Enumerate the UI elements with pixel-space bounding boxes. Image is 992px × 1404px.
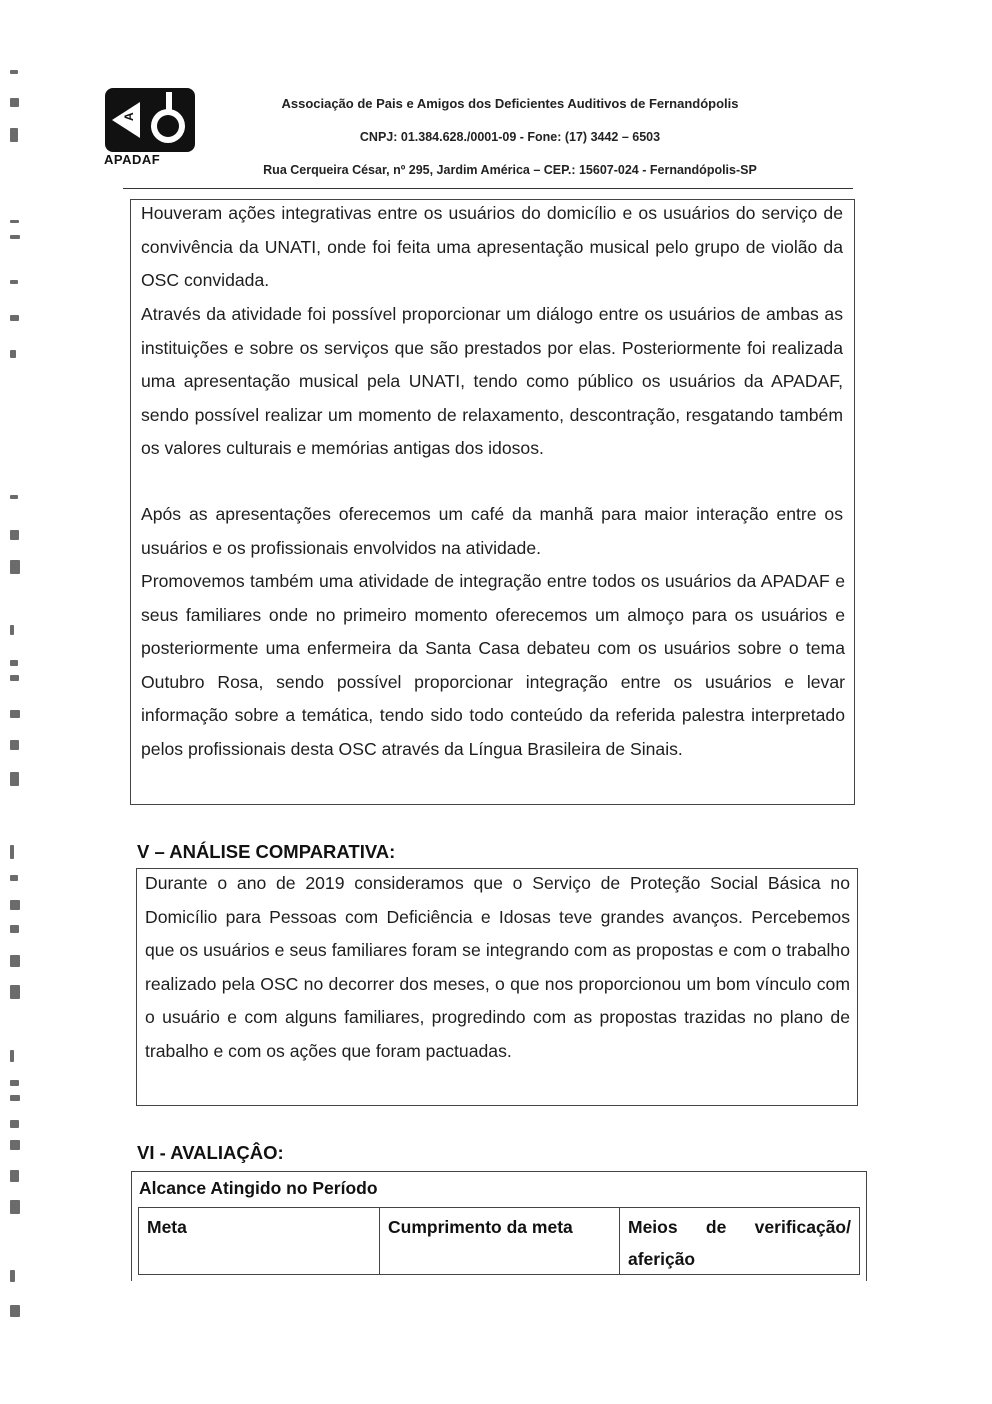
comparative-analysis-text: Durante o ano de 2019 consideramos que o Serviço de Proteção Social Básica no Domicílio para Pessoas com Deficiência e Idosas teve grandes avanços. Percebemos que os usuários e seus familiares foram se integrando com as propostas e com o trabalho realizado pela OSC no decorrer dos meses, o que nos proporcionou um bom vínculo com o usuário e com alguns familiares, progredindo com as propostas trazidas no plano de trabalho e com os ações que foram pactuadas.: [145, 873, 850, 1061]
binding-marks: [0, 60, 30, 1360]
table-header-meta: Meta: [139, 1208, 380, 1274]
evaluation-subtitle: Alcance Atingido no Período: [139, 1178, 378, 1198]
evaluation-right-border: [866, 1171, 867, 1281]
svg-text:A: A: [122, 112, 136, 121]
header-divider: [123, 188, 853, 189]
activities-paragraph-4: Promovemos também uma atividade de integração entre todos os usuários da APADAF e seus familiares onde no primeiro momento oferecemos um almoço para os usuários e posteriormente uma enfermeira da Santa Casa debateu com os usuários sobre o tema Outubro Rosa, sendo possível proporcionar integração entre os usuários e levar informação sobre a temática, tendo sido todo conteúdo da referida palestra interpretado pelos profissionais desta OSC através da Língua Brasileira de Sinais.: [141, 571, 845, 759]
address: Rua Cerqueira César, nº 295, Jardim América – CEP.: 15607-024 - Fernandópolis-SP: [263, 163, 757, 177]
table-header-cumprimento: Cumprimento da meta: [380, 1208, 620, 1274]
logo-text: APADAF: [104, 152, 161, 167]
table-header-meios: Meios de verificação/ aferição: [628, 1217, 851, 1269]
goals-table-header: [138, 1207, 860, 1275]
contact-info: CNPJ: 01.384.628./0001-09 - Fone: (17) 3442 – 6503: [359, 130, 661, 144]
organization-name: Associação de Pais e Amigos dos Deficientes Auditivos de Fernandópolis: [281, 96, 739, 111]
section-vi-title: VI - AVALIAÇÂO:: [137, 1142, 284, 1163]
activities-paragraph-3: Após as apresentações oferecemos um café da manhã para maior interação entre os usuários e os profissionais envolvidos na atividade.: [141, 504, 843, 558]
evaluation-top-rule: [131, 1171, 867, 1172]
activities-paragraph-2: Através da atividade foi possível proporcionar um diálogo entre os usuários de ambas as instituições e sobre os serviços que são prestados por elas. Posteriormente foi realizada uma apresentação musical pela UNATI, tendo como público os usuários da APADAF, sendo possível realizar um momento de relaxamento, descontração, resgatando também os valores culturais e memórias antigas dos idosos.: [141, 304, 843, 458]
section-v-title: V – ANÁLISE COMPARATIVA:: [137, 841, 396, 862]
evaluation-left-border: [131, 1171, 132, 1281]
activities-paragraph-1: Houveram ações integrativas entre os usuários do domicílio e os usuários do serviço de convivência da UNATI, onde foi feita uma apresentação musical pelo grupo de violão da OSC convidada.: [141, 203, 843, 290]
